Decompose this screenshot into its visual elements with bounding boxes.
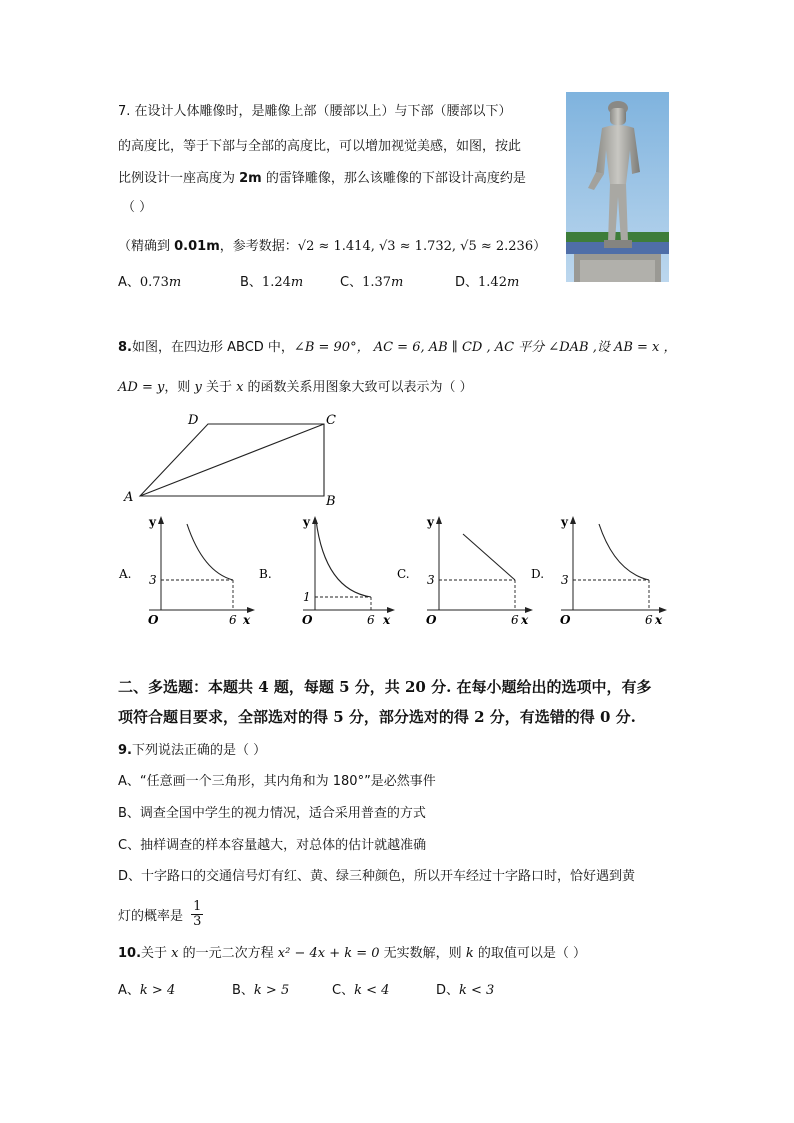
- q9-option-b: B、调查全国中学生的视力情况，适合采用普查的方式: [118, 806, 426, 821]
- vertex-b: B: [326, 494, 336, 508]
- q9-option-a: A、“任意画一个三角形，其内角和为 180°”是必然事件: [118, 774, 436, 789]
- statue-photo: [566, 92, 669, 282]
- graph-option-label-3: D.: [531, 567, 545, 581]
- vertex-a: A: [124, 490, 134, 505]
- q7-line3: 比例设计一座高度为 2m 的雷锋雕像，那么该雕像的下部设计高度约是: [118, 171, 526, 186]
- q8-line1: 8.如图，在四边形 ABCD 中，∠B = 90°， AC = 6, AB ∥ CD , AC 平分 ∠DAB ,设 AB = x ，: [118, 340, 677, 355]
- vertex-c: C: [326, 413, 336, 428]
- graph-curve-0: [187, 524, 233, 580]
- graph-x-label-3: x: [655, 613, 663, 627]
- graph-x-tick-3: 6: [645, 613, 653, 627]
- q8-graph-options: [115, 510, 675, 635]
- section2-line2: 项符合题目要求，全部选对的得 5 分，部分选对的得 2 分，有选错的得 0 分.: [118, 708, 636, 726]
- fraction-one-third: $\frac{1}{3}$: [193, 899, 202, 929]
- q10-option-c: C、k < 4: [332, 983, 390, 998]
- q9-option-c: C、抽样调查的样本容量越大，对总体的估计就越准确: [118, 838, 427, 853]
- graph-y-arrow-2: [436, 516, 442, 524]
- graph-option-label-2: C.: [397, 567, 410, 581]
- q9-option-d: D、十字路口的交通信号灯有红、黄、绿三种颜色，所以开车经过十字路口时，恰好遇到黄: [118, 869, 636, 884]
- q7-option-b: B、1.24m: [240, 275, 304, 290]
- graph-y-tick-3: 3: [561, 573, 569, 587]
- q7-line2: 的高度比，等于下部与全部的高度比，可以增加视觉美感，如图，按此: [118, 139, 522, 154]
- graph-origin-1: O: [302, 613, 313, 627]
- graph-y-arrow-3: [570, 516, 576, 524]
- q10-option-a: A、k > 4: [118, 983, 176, 998]
- graph-y-tick-1: 1: [303, 590, 311, 604]
- graph-y-label-3: y: [561, 515, 568, 529]
- graph-option-label-1: B.: [259, 567, 272, 581]
- q10-option-b: B、k > 5: [232, 983, 290, 998]
- q7-answer-paren: （ ）: [122, 200, 153, 215]
- graph-x-tick-1: 6: [367, 613, 375, 627]
- graph-x-tick-2: 6: [511, 613, 519, 627]
- graph-x-label-1: x: [383, 613, 391, 627]
- q9-stem: 9.下列说法正确的是（ ）: [118, 743, 267, 758]
- q7-hint: （精确到 0.01m，参考数据：√2 ≈ 1.414, √3 ≈ 1.732, √5 ≈ 2.236）: [118, 239, 547, 254]
- vertex-d: D: [188, 413, 199, 428]
- graph-option-label-0: A.: [119, 567, 132, 581]
- diagonal-ac: [140, 424, 324, 496]
- q9-option-d-cont: 灯的概率是 $\frac{1}{3}$: [118, 899, 202, 929]
- quadrilateral-figure: [118, 408, 348, 508]
- graph-origin-2: O: [426, 613, 437, 627]
- graph-origin-0: O: [148, 613, 159, 627]
- graph-x-label-2: x: [521, 613, 529, 627]
- q7-line1: 7. 在设计人体雕像时，是雕像上部（腰部以上）与下部（腰部以下）: [118, 104, 512, 119]
- graph-y-tick-2: 3: [427, 573, 435, 587]
- graph-curve-1: [316, 520, 371, 597]
- graph-y-tick-0: 3: [149, 573, 157, 587]
- graph-x-label-0: x: [243, 613, 251, 627]
- graph-curve-2: [463, 534, 515, 580]
- graph-y-arrow-0: [158, 516, 164, 524]
- graph-x-tick-0: 6: [229, 613, 237, 627]
- graph-y-label-1: y: [303, 515, 310, 529]
- graph-curve-3: [599, 524, 649, 580]
- q7-option-c: C、1.37m: [340, 275, 404, 290]
- q10-option-d: D、k < 3: [436, 983, 495, 998]
- q7-option-a: A、0.73m: [118, 275, 182, 290]
- graph-y-label-0: y: [149, 515, 156, 529]
- graph-y-label-2: y: [427, 515, 434, 529]
- q7-option-d: D、1.42m: [455, 275, 520, 290]
- q10-stem: 10.关于 x 的一元二次方程 x² − 4x + k = 0 无实数解，则 k 的取值可以是（ ）: [118, 946, 586, 961]
- graph-y-arrow-1: [312, 516, 318, 524]
- section2-line1: 二、多选题：本题共 4 题，每题 5 分，共 20 分. 在每小题给出的选项中，有多: [118, 678, 652, 696]
- graph-origin-3: O: [560, 613, 571, 627]
- q8-line2: AD = y，则 y 关于 x 的函数关系用图象大致可以表示为（ ）: [118, 380, 473, 395]
